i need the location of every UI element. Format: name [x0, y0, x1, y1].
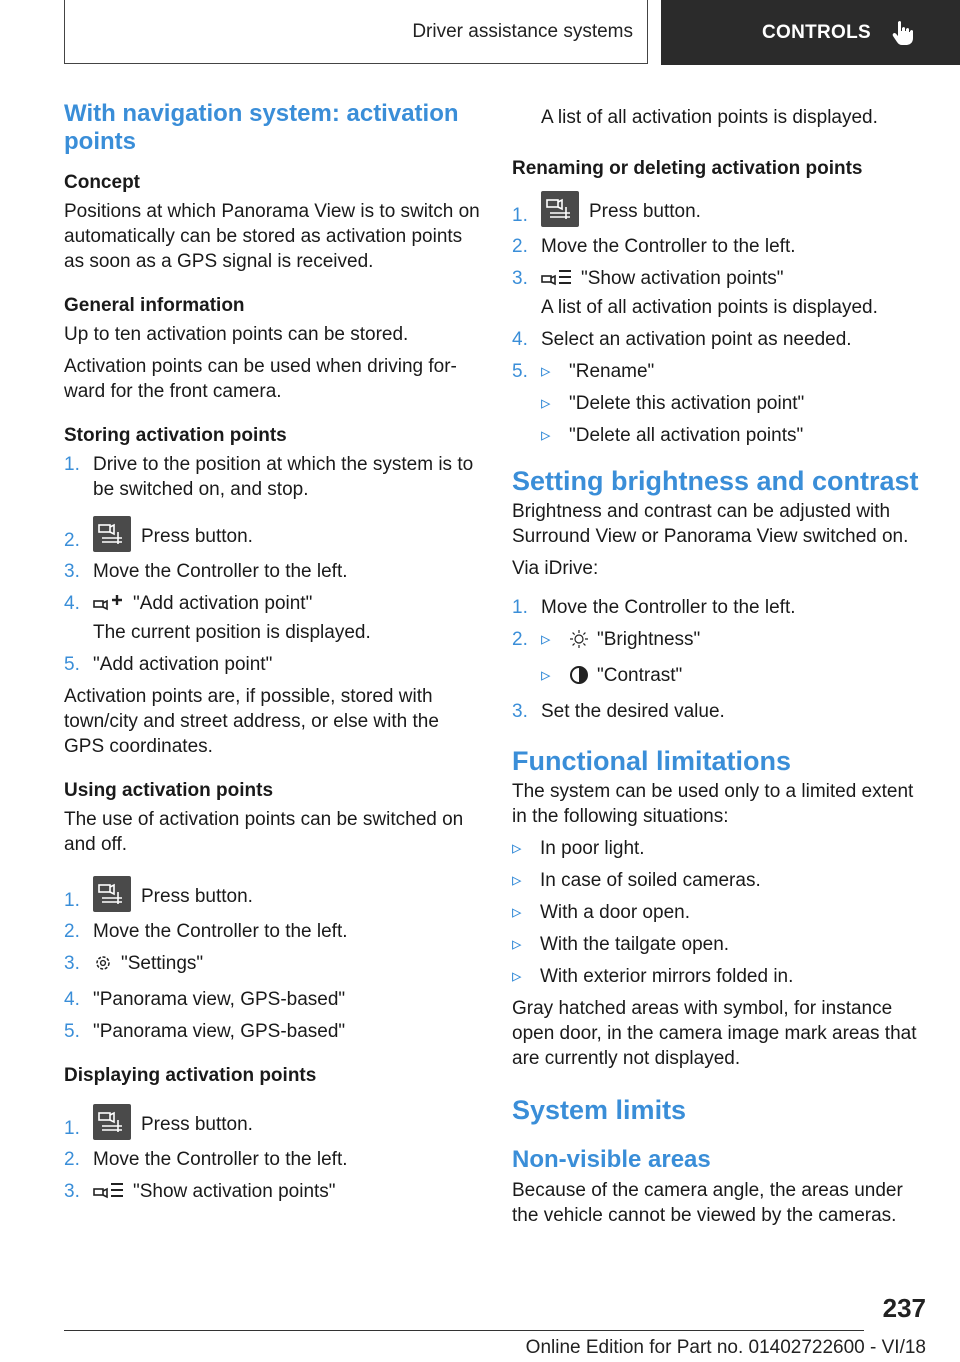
- triangle-bullet-icon: ▹: [512, 902, 522, 923]
- triangle-bullet-icon: ▹: [541, 361, 551, 382]
- functional-text: The system can be used only to a limited extent in the following situations:: [512, 781, 914, 827]
- triangle-bullet-icon: ▹: [512, 966, 522, 987]
- rename-heading: Renaming or deleting activation points: [512, 158, 863, 179]
- footer-divider: [64, 1330, 864, 1331]
- camera-button-icon: [541, 191, 579, 227]
- list-item: 4. "Panorama view, GPS-based": [64, 989, 346, 1010]
- list-item: 3. "Settings": [64, 951, 482, 980]
- list-item: 4. Select an activation point as needed.: [512, 329, 852, 350]
- using-steps: [64, 876, 482, 1044]
- brightness-text-1: Brightness and contrast can be adjusted with Surround View or Panorama View switched on.: [512, 501, 909, 547]
- using-heading: Using activation points: [64, 780, 274, 801]
- list-item: 2. Move the Controller to the left.: [64, 1149, 348, 1170]
- list-item: 1. Move the Controller to the left.: [512, 597, 796, 618]
- hand-pointer-icon: [891, 20, 913, 46]
- triangle-bullet-icon: ▹: [512, 870, 522, 891]
- left-column: [64, 100, 482, 1215]
- functional-items: [512, 836, 926, 989]
- list-item: 2. ▹ "Brightness": [512, 627, 926, 656]
- general-heading: General information: [64, 295, 245, 316]
- list-item: 3. "Show activation points" A list of all activation points is displayed.: [512, 268, 878, 318]
- page-header: [0, 0, 960, 66]
- list-item: 3. Move the Controller to the left.: [64, 561, 348, 582]
- contrast-icon: [569, 665, 589, 692]
- storing-text: Activation points are, if possible, stored with town/city and street address, or else with the GPS coordinates.: [64, 686, 439, 757]
- list-item: ▹ "Delete this activation point": [541, 393, 805, 414]
- add-activation-point-icon: [93, 593, 125, 620]
- general-text-2: Activation points can be used when driving for-ward for the front camera.: [64, 356, 457, 402]
- list-item: ▹ With the tailgate open.: [512, 934, 730, 955]
- show-list-icon: [541, 268, 573, 295]
- storing-steps: [64, 452, 482, 677]
- list-item: ▹ With exterior mirrors folded in.: [512, 966, 794, 987]
- general-text-1: Up to ten activation points can be stored.: [64, 324, 409, 345]
- footer-edition: Online Edition for Part no. 01402722600 - VI/18: [525, 1337, 926, 1358]
- right-column: [512, 105, 926, 1235]
- list-item: ▹ "Delete all activation points": [541, 425, 804, 446]
- concept-text: Positions at which Panorama View is to switch on automatically can be stored as activation points as soon as a GPS signal is received.: [64, 201, 480, 272]
- triangle-bullet-icon: ▹: [541, 665, 551, 686]
- section-title: With navigation system: activation points: [64, 100, 459, 155]
- camera-button-icon: [93, 876, 131, 912]
- display-heading: Displaying activation points: [64, 1065, 317, 1086]
- list-item: 3. Set the desired value.: [512, 701, 725, 722]
- list-item: 2. Press button.: [64, 516, 482, 552]
- list-item: ▹ In poor light.: [512, 838, 645, 859]
- camera-button-icon: [93, 516, 131, 552]
- triangle-bullet-icon: ▹: [541, 629, 551, 650]
- list-item: 5. "Panorama view, GPS-based": [64, 1021, 346, 1042]
- list-item: ▹ "Contrast": [512, 663, 926, 692]
- triangle-bullet-icon: ▹: [512, 934, 522, 955]
- list-item: 2. Move the Controller to the left.: [512, 236, 796, 257]
- concept-heading: Concept: [64, 172, 140, 193]
- list-item: ▹ With a door open.: [512, 902, 690, 923]
- functional-heading: Functional limitations: [512, 746, 792, 776]
- list-item: 4. "Add activation point" The current position is displayed.: [64, 593, 371, 643]
- brightness-text-2: Via iDrive:: [512, 558, 599, 579]
- display-steps: [64, 1104, 482, 1208]
- non-visible-text: Because of the camera angle, the areas under the vehicle cannot be viewed by the cameras.: [512, 1180, 903, 1226]
- system-limits-heading: System limits: [512, 1095, 687, 1125]
- triangle-bullet-icon: ▹: [541, 425, 551, 446]
- page-number: 237: [882, 1293, 926, 1323]
- functional-text-2: Gray hatched areas with symbol, for instance open door, in the camera image mark areas that are currently not displayed.: [512, 998, 917, 1069]
- using-text: The use of activation points can be switched on and off.: [64, 809, 464, 855]
- list-item: 1. Press button.: [64, 1104, 482, 1140]
- step-subtext: The current position is displayed.: [93, 622, 371, 643]
- triangle-bullet-icon: ▹: [541, 393, 551, 414]
- header-chapter-label: CONTROLS: [762, 22, 872, 43]
- show-list-icon: [93, 1181, 125, 1208]
- triangle-bullet-icon: ▹: [512, 838, 522, 859]
- list-item: ▹ In case of soiled cameras.: [512, 870, 761, 891]
- list-item: 3. "Show activation points": [64, 1179, 482, 1208]
- list-item: 1. Press button.: [64, 876, 482, 912]
- header-section: Driver assistance systems: [64, 0, 648, 64]
- brightness-steps: [512, 595, 926, 724]
- step-subtext: A list of all activation points is displayed.: [541, 297, 878, 318]
- list-item: 1. Press button.: [512, 191, 926, 227]
- list-item: 5. ▹ "Rename": [512, 361, 655, 382]
- sun-icon: [569, 629, 589, 656]
- brightness-heading: Setting brightness and contrast: [512, 466, 919, 496]
- storing-heading: Storing activation points: [64, 425, 287, 446]
- header-chapter: [661, 0, 960, 65]
- list-item: 5. "Add activation point": [64, 654, 273, 675]
- rename-steps: [512, 191, 926, 448]
- list-item: 2. Move the Controller to the left.: [64, 921, 348, 942]
- camera-button-icon: [93, 1104, 131, 1140]
- continued-text: A list of all activation points is displayed.: [541, 107, 878, 128]
- gear-icon: [93, 953, 113, 980]
- list-item: 1. Drive to the position at which the system is to be switched on, and stop.: [64, 454, 474, 500]
- non-visible-heading: Non-visible areas: [512, 1146, 711, 1173]
